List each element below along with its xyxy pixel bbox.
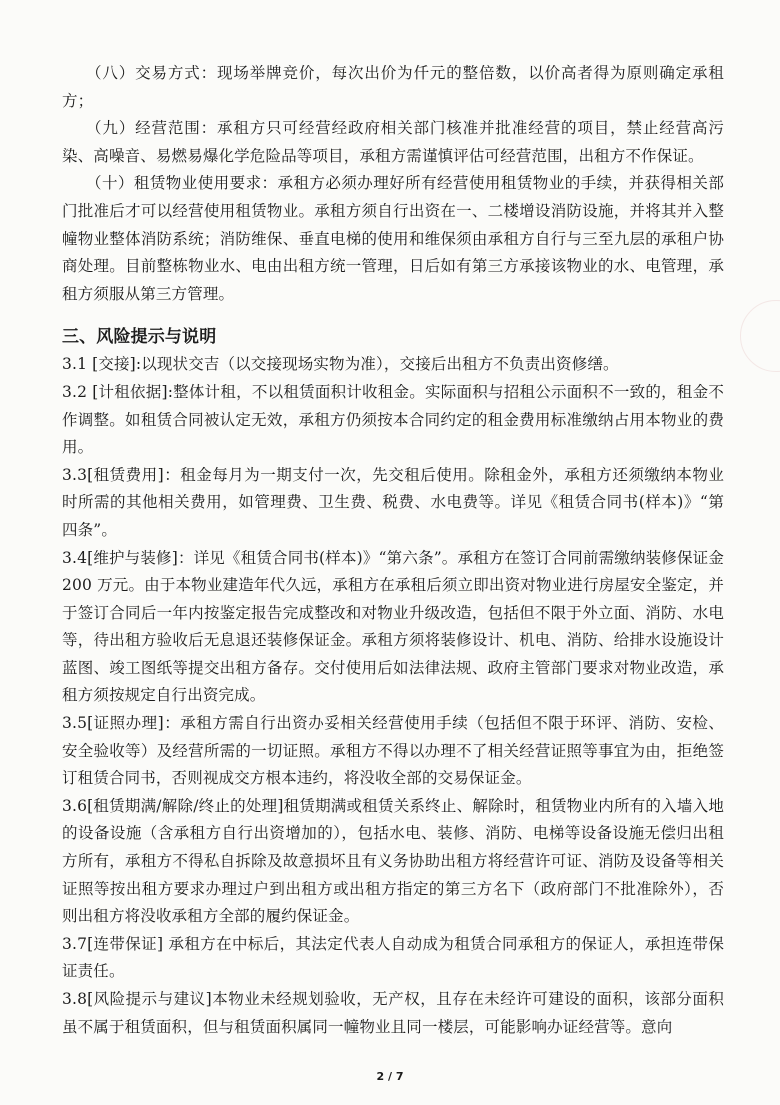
item-3-5: 3.5[证照办理]：承租方需自行出资办妥相关经营使用手续（包括但不限于环评、消防、安检、安全验收等）及经营所需的一切证照。承租方不得以办理不了相关经营证照等事宜为由，拒绝签订租赁合同书，否则视成交方根本违约，将没收全部的交易保证金。 [62,714,724,788]
paragraph-business-scope: （九）经营范围：承租方只可经营经政府相关部门核准并批准经营的项目，禁止经营高污染、高噪音、易燃易爆化学危险品等项目，承租方需谨慎评估可经营范围，出租方不作保证。 [62,119,724,165]
item-3-1: 3.1 [交接]:以现状交吉（以交接现场实物为准），交接后出租方不负责出资修缮。 [62,355,619,374]
item-3-8: 3.8[风险提示与建议]本物业未经规划验收，无产权，且存在未经许可建设的面积，该部分面积虽不属于租赁面积，但与租赁面积属同一幢物业且同一楼层，可能影响办证经营等。意向 [62,990,724,1036]
item-3-3: 3.3[租赁费用]：租金每月为一期支付一次，先交租后使用。除租金外，承租方还须缴纳本物业时所需的其他相关费用，如管理费、卫生费、税费、水电费等。详见《租赁合同书(样本)》“第四条”。 [62,465,724,539]
item-3-4: 3.4[维护与装修]：详见《租赁合同书(样本)》“第六条”。承租方在签订合同前需缴纳装修保证金 200 万元。由于本物业建造年代久远，承租方在承租后须立即出资对物业进行房屋安全鉴定，并于签订合同后一年内按鉴定报告完成整改和对物业升级改造，包括但不限于外立面、消防、水电等，待出租方验收后无息退还装修保证金。承租方须将装修设计、机电、消防、给排水设施设计蓝图、竣工图纸等提交出租方备存。交付使用后如法律法规、政府主管部门要求对物业改造，承租方须按规定自行出资完成。 [62,548,724,705]
faint-seal-mark [740,300,780,372]
document-body [62,60,724,1041]
section-heading-risk: 三、风险提示与说明 [62,327,217,348]
item-3-6: 3.6[租赁期满/解除/终止的处理]租赁期满或租赁关系终止、解除时，租赁物业内所有的入墙入地的设备设施（含承租方自行出资增加的），包括水电、装修、消防、电梯等设备设施无偿归出租方所有，承租方不得私自拆除及故意损坏且有义务协助出租方将经营许可证、消防及设备等相关证照等按出租方要求办理过户到出租方或出租方指定的第三方名下（政府部门不批准除外），否则出租方将没收承租方全部的履约保证金。 [62,796,724,926]
paragraph-trading-method: （八）交易方式：现场举牌竞价，每次出价为仟元的整倍数，以价高者得为原则确定承租方； [62,64,724,110]
page-number: 2 / 7 [376,1070,404,1083]
item-3-7: 3.7[连带保证] 承租方在中标后，其法定代表人自动成为租赁合同承租方的保证人，承担连带保证责任。 [62,934,724,981]
paragraph-property-use: （十）租赁物业使用要求：承租方必须办理好所有经营使用租赁物业的手续，并获得相关部门批准后才可以经营使用租赁物业。承租方须自行出资在一、二楼增设消防设施，并将其并入整幢物业整体消防系统；消防维保、垂直电梯的使用和维保须由承租方自行与三至九层的承租户协商处理。目前整栋物业水、电由出租方统一管理，日后如有第三方承接该物业的水、电管理，承租方须服从第三方管理。 [62,174,724,303]
item-3-2: 3.2 [计租依据]:整体计租，不以租赁面积计收租金。实际面积与招租公示面积不一致的，租金不作调整。如租赁合同被认定无效，承租方仍须按本合同约定的租金费用标准缴纳占用本物业的费用。 [62,382,724,457]
